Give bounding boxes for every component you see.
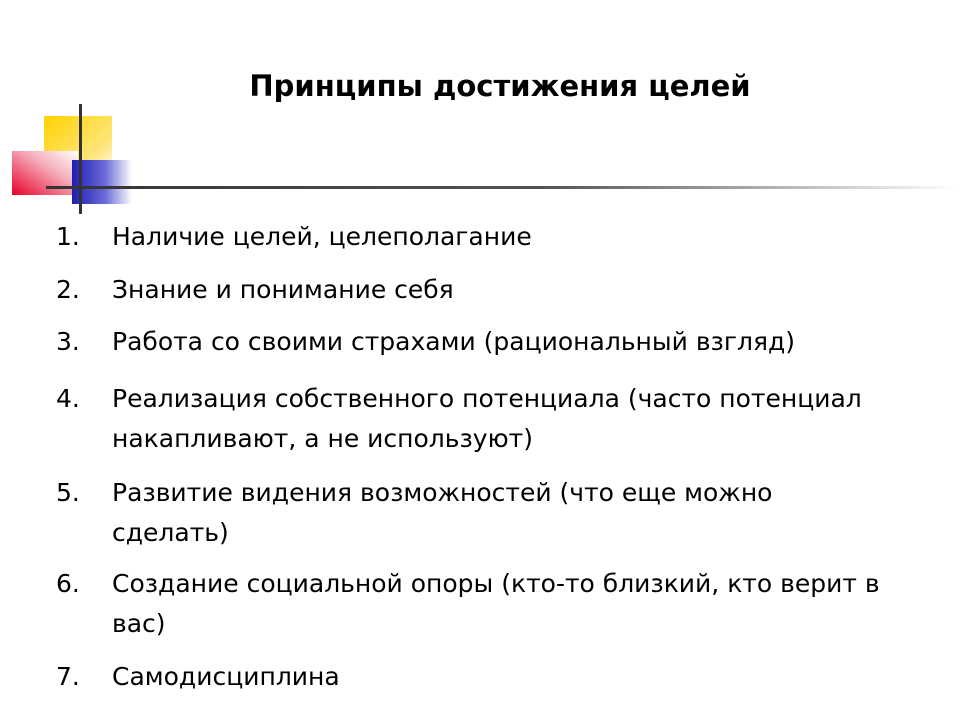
list-item-number: 6. (56, 569, 80, 598)
list-item-text: Реализация собственного потенциала (часто потенциал накапливают, а не используют) (112, 384, 862, 453)
list-item-text: Самодисциплина (112, 662, 340, 691)
list-item-number: 3. (56, 327, 80, 356)
slide-title: Принципы достижения целей (249, 69, 751, 103)
list-item-text: Знание и понимание себя (112, 275, 454, 304)
list-item-number: 5. (56, 478, 80, 507)
list-item-number: 4. (56, 384, 80, 413)
list-item-text: Развитие видения возможностей (что еще можно сделать) (112, 478, 773, 547)
list-item-text: Создание социальной опоры (кто-то близкий, кто верит в вас) (112, 569, 880, 638)
list-item-number: 1. (56, 222, 80, 251)
list-item-text: Работа со своими страхами (рациональный взгляд) (112, 327, 796, 356)
list-item-number: 2. (56, 275, 80, 304)
list-item-number: 7. (56, 662, 80, 691)
list-item-text: Наличие целей, целеполагание (112, 222, 532, 251)
